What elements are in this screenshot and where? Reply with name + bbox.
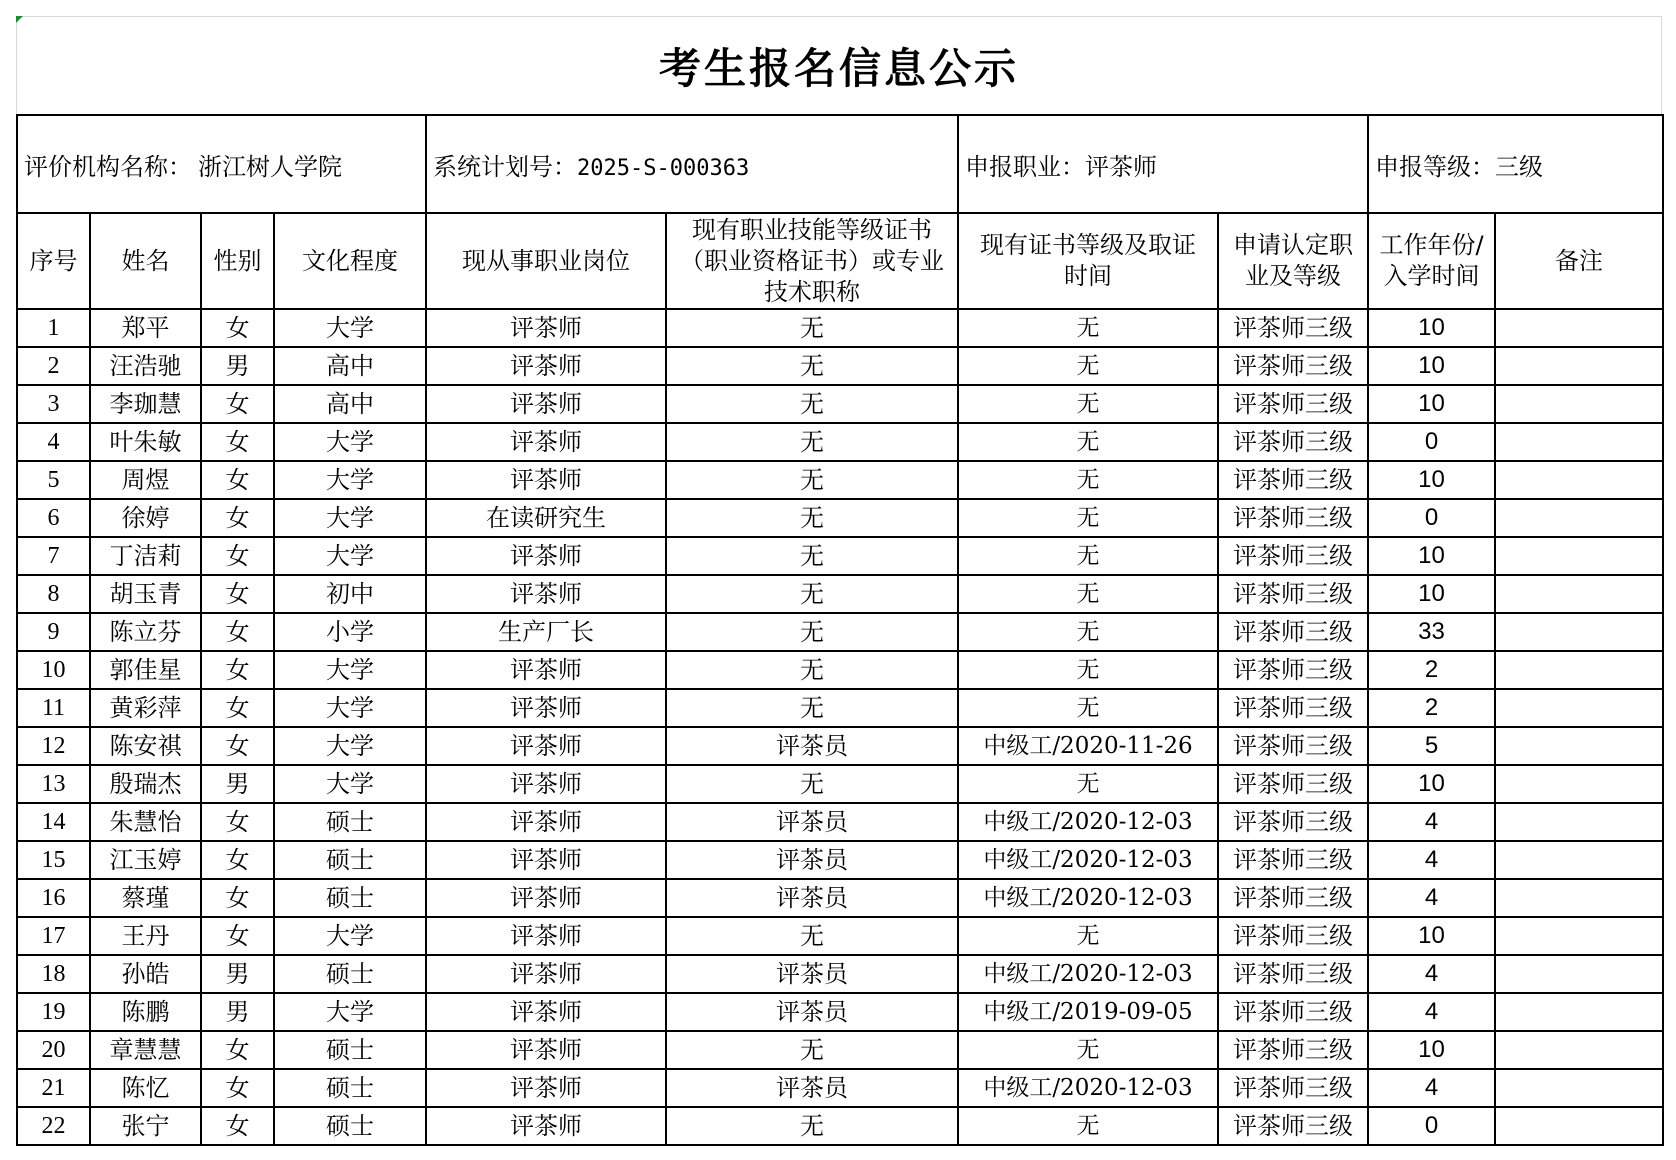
cell-remark xyxy=(1495,613,1663,651)
cell-name: 蔡瑾 xyxy=(90,879,201,917)
cell-position: 生产厂长 xyxy=(426,613,666,651)
cell-education: 硕士 xyxy=(274,803,426,841)
cell-name: 陈立芬 xyxy=(90,613,201,651)
table-row xyxy=(17,613,1663,651)
cell-years: 4 xyxy=(1368,879,1495,917)
cell-cert-date: 无 xyxy=(958,461,1218,499)
cell-gender: 女 xyxy=(201,689,274,727)
org-cell xyxy=(17,115,426,213)
table-row xyxy=(17,841,1663,879)
cell-seq: 18 xyxy=(17,955,90,993)
cell-cert: 无 xyxy=(666,461,958,499)
cell-apply: 评茶师三级 xyxy=(1218,651,1368,689)
cell-cert: 无 xyxy=(666,575,958,613)
cell-seq: 11 xyxy=(17,689,90,727)
cell-years: 4 xyxy=(1368,841,1495,879)
cell-remark xyxy=(1495,1069,1663,1107)
cell-gender: 女 xyxy=(201,917,274,955)
cell-apply: 评茶师三级 xyxy=(1218,1107,1368,1145)
cell-years: 4 xyxy=(1368,803,1495,841)
cell-cert-date: 无 xyxy=(958,1107,1218,1145)
cell-seq: 17 xyxy=(17,917,90,955)
cell-name: 黄彩萍 xyxy=(90,689,201,727)
plan-value: 2025-S-000363 xyxy=(577,155,750,181)
table-row xyxy=(17,917,1663,955)
cell-cert-date: 无 xyxy=(958,309,1218,347)
cell-apply: 评茶师三级 xyxy=(1218,689,1368,727)
cell-apply: 评茶师三级 xyxy=(1218,461,1368,499)
cell-name: 郭佳星 xyxy=(90,651,201,689)
cell-gender: 男 xyxy=(201,993,274,1031)
cell-remark xyxy=(1495,1031,1663,1069)
cell-seq: 7 xyxy=(17,537,90,575)
cell-apply: 评茶师三级 xyxy=(1218,1031,1368,1069)
cell-position: 评茶师 xyxy=(426,309,666,347)
cell-seq: 2 xyxy=(17,347,90,385)
col-header-name: 姓名 xyxy=(90,213,201,309)
cell-cert-date: 中级工/2019-09-05 xyxy=(958,993,1218,1031)
cell-remark xyxy=(1495,803,1663,841)
level-label: 申报等级： xyxy=(1375,152,1495,181)
cell-seq: 5 xyxy=(17,461,90,499)
cell-position: 评茶师 xyxy=(426,689,666,727)
cell-apply: 评茶师三级 xyxy=(1218,385,1368,423)
cell-corner-marker xyxy=(16,16,23,23)
cell-apply: 评茶师三级 xyxy=(1218,575,1368,613)
cell-cert-date: 无 xyxy=(958,1031,1218,1069)
cell-name: 汪浩驰 xyxy=(90,347,201,385)
cell-gender: 女 xyxy=(201,575,274,613)
registration-table xyxy=(16,114,1664,1146)
cell-cert-date: 中级工/2020-12-03 xyxy=(958,1069,1218,1107)
cell-name: 章慧慧 xyxy=(90,1031,201,1069)
cell-education: 大学 xyxy=(274,727,426,765)
cell-cert-date: 无 xyxy=(958,499,1218,537)
cell-cert-date: 无 xyxy=(958,537,1218,575)
cell-seq: 10 xyxy=(17,651,90,689)
cell-apply: 评茶师三级 xyxy=(1218,309,1368,347)
cell-position: 评茶师 xyxy=(426,537,666,575)
cell-apply: 评茶师三级 xyxy=(1218,423,1368,461)
cell-name: 江玉婷 xyxy=(90,841,201,879)
cell-remark xyxy=(1495,917,1663,955)
cell-education: 大学 xyxy=(274,537,426,575)
cell-gender: 男 xyxy=(201,765,274,803)
cell-years: 2 xyxy=(1368,651,1495,689)
cell-cert-date: 无 xyxy=(958,765,1218,803)
table-row xyxy=(17,1107,1663,1145)
cell-education: 小学 xyxy=(274,613,426,651)
cell-seq: 13 xyxy=(17,765,90,803)
col-header-cert-date: 现有证书等级及取证时间 xyxy=(958,213,1218,309)
cell-position: 评茶师 xyxy=(426,1107,666,1145)
cell-years: 10 xyxy=(1368,537,1495,575)
cell-gender: 女 xyxy=(201,1031,274,1069)
cell-position: 评茶师 xyxy=(426,803,666,841)
cell-gender: 女 xyxy=(201,651,274,689)
cell-seq: 9 xyxy=(17,613,90,651)
header-row xyxy=(17,213,1663,309)
cell-seq: 15 xyxy=(17,841,90,879)
cell-education: 硕士 xyxy=(274,1069,426,1107)
table-row xyxy=(17,1031,1663,1069)
cell-gender: 女 xyxy=(201,385,274,423)
cell-seq: 21 xyxy=(17,1069,90,1107)
cell-cert: 无 xyxy=(666,423,958,461)
cell-remark xyxy=(1495,385,1663,423)
cell-name: 殷瑞杰 xyxy=(90,765,201,803)
cell-cert: 无 xyxy=(666,347,958,385)
cell-apply: 评茶师三级 xyxy=(1218,803,1368,841)
cell-name: 陈鹏 xyxy=(90,993,201,1031)
cell-years: 10 xyxy=(1368,347,1495,385)
cell-remark xyxy=(1495,1107,1663,1145)
cell-cert-date: 无 xyxy=(958,347,1218,385)
cell-remark xyxy=(1495,879,1663,917)
cell-gender: 男 xyxy=(201,347,274,385)
cell-name: 孙皓 xyxy=(90,955,201,993)
cell-seq: 22 xyxy=(17,1107,90,1145)
col-header-position: 现从事职业岗位 xyxy=(426,213,666,309)
col-header-gender: 性别 xyxy=(201,213,274,309)
cell-remark xyxy=(1495,461,1663,499)
cell-remark xyxy=(1495,309,1663,347)
cell-cert: 无 xyxy=(666,385,958,423)
cell-education: 硕士 xyxy=(274,955,426,993)
cell-name: 胡玉青 xyxy=(90,575,201,613)
cell-position: 评茶师 xyxy=(426,841,666,879)
table-row xyxy=(17,309,1663,347)
table-row xyxy=(17,423,1663,461)
cell-cert-date: 无 xyxy=(958,689,1218,727)
col-header-education: 文化程度 xyxy=(274,213,426,309)
cell-seq: 1 xyxy=(17,309,90,347)
table-row xyxy=(17,651,1663,689)
cell-years: 4 xyxy=(1368,993,1495,1031)
table-row xyxy=(17,803,1663,841)
cell-gender: 女 xyxy=(201,461,274,499)
table-row xyxy=(17,765,1663,803)
cell-years: 0 xyxy=(1368,1107,1495,1145)
cell-gender: 男 xyxy=(201,955,274,993)
col-header-cert: 现有职业技能等级证书（职业资格证书）或专业技术职称 xyxy=(666,213,958,309)
cell-position: 评茶师 xyxy=(426,1031,666,1069)
cell-gender: 女 xyxy=(201,309,274,347)
cell-seq: 20 xyxy=(17,1031,90,1069)
cell-years: 0 xyxy=(1368,423,1495,461)
cell-gender: 女 xyxy=(201,1069,274,1107)
cell-remark xyxy=(1495,841,1663,879)
cell-years: 10 xyxy=(1368,309,1495,347)
cell-gender: 女 xyxy=(201,613,274,651)
cell-name: 周煜 xyxy=(90,461,201,499)
plan-cell xyxy=(426,115,958,213)
col-header-seq: 序号 xyxy=(17,213,90,309)
table-row xyxy=(17,993,1663,1031)
table-row xyxy=(17,499,1663,537)
cell-years: 10 xyxy=(1368,765,1495,803)
table-row xyxy=(17,461,1663,499)
cell-name: 朱慧怡 xyxy=(90,803,201,841)
title-row xyxy=(16,16,1662,114)
cell-remark xyxy=(1495,499,1663,537)
cell-remark xyxy=(1495,537,1663,575)
cell-apply: 评茶师三级 xyxy=(1218,727,1368,765)
cell-seq: 3 xyxy=(17,385,90,423)
cell-education: 大学 xyxy=(274,461,426,499)
cell-gender: 女 xyxy=(201,423,274,461)
cell-apply: 评茶师三级 xyxy=(1218,613,1368,651)
level-value: 三级 xyxy=(1495,152,1543,181)
cell-position: 评茶师 xyxy=(426,347,666,385)
table-row xyxy=(17,575,1663,613)
cell-name: 丁洁莉 xyxy=(90,537,201,575)
cell-remark xyxy=(1495,689,1663,727)
cell-cert-date: 无 xyxy=(958,613,1218,651)
cell-cert-date: 中级工/2020-12-03 xyxy=(958,803,1218,841)
cell-name: 陈安祺 xyxy=(90,727,201,765)
cell-education: 硕士 xyxy=(274,841,426,879)
cell-cert-date: 中级工/2020-12-03 xyxy=(958,955,1218,993)
cell-years: 10 xyxy=(1368,575,1495,613)
cell-education: 大学 xyxy=(274,309,426,347)
cell-cert-date: 无 xyxy=(958,917,1218,955)
cell-remark xyxy=(1495,765,1663,803)
cell-cert: 评茶员 xyxy=(666,803,958,841)
cell-cert: 评茶员 xyxy=(666,841,958,879)
cell-cert: 无 xyxy=(666,613,958,651)
table-row xyxy=(17,1069,1663,1107)
plan-label: 系统计划号： xyxy=(433,152,577,181)
cell-gender: 女 xyxy=(201,879,274,917)
cell-remark xyxy=(1495,347,1663,385)
cell-seq: 16 xyxy=(17,879,90,917)
cell-position: 评茶师 xyxy=(426,727,666,765)
cell-apply: 评茶师三级 xyxy=(1218,499,1368,537)
cell-gender: 女 xyxy=(201,803,274,841)
cell-cert: 无 xyxy=(666,1031,958,1069)
cell-education: 硕士 xyxy=(274,1107,426,1145)
occupation-label: 申报职业： xyxy=(965,152,1085,181)
org-label: 评价机构名称： xyxy=(24,152,192,181)
cell-seq: 12 xyxy=(17,727,90,765)
cell-cert: 评茶员 xyxy=(666,993,958,1031)
cell-apply: 评茶师三级 xyxy=(1218,879,1368,917)
cell-gender: 女 xyxy=(201,537,274,575)
table-row xyxy=(17,347,1663,385)
cell-cert: 评茶员 xyxy=(666,1069,958,1107)
cell-remark xyxy=(1495,727,1663,765)
cell-position: 评茶师 xyxy=(426,1069,666,1107)
cell-education: 大学 xyxy=(274,993,426,1031)
cell-position: 评茶师 xyxy=(426,385,666,423)
occupation-value: 评茶师 xyxy=(1085,152,1157,181)
cell-remark xyxy=(1495,423,1663,461)
cell-education: 初中 xyxy=(274,575,426,613)
cell-years: 10 xyxy=(1368,917,1495,955)
level-cell xyxy=(1368,115,1663,213)
cell-seq: 19 xyxy=(17,993,90,1031)
cell-apply: 评茶师三级 xyxy=(1218,993,1368,1031)
table-row xyxy=(17,727,1663,765)
cell-seq: 8 xyxy=(17,575,90,613)
cell-cert-date: 中级工/2020-11-26 xyxy=(958,727,1218,765)
cell-cert: 无 xyxy=(666,499,958,537)
cell-position: 在读研究生 xyxy=(426,499,666,537)
cell-cert: 无 xyxy=(666,689,958,727)
cell-position: 评茶师 xyxy=(426,993,666,1031)
table-row xyxy=(17,879,1663,917)
cell-cert-date: 中级工/2020-12-03 xyxy=(958,879,1218,917)
cell-years: 10 xyxy=(1368,385,1495,423)
cell-name: 叶朱敏 xyxy=(90,423,201,461)
cell-name: 陈忆 xyxy=(90,1069,201,1107)
cell-years: 4 xyxy=(1368,1069,1495,1107)
col-header-remark: 备注 xyxy=(1495,213,1663,309)
page-title: 考生报名信息公示 xyxy=(658,43,1019,93)
cell-cert: 无 xyxy=(666,537,958,575)
cell-cert-date: 无 xyxy=(958,651,1218,689)
cell-years: 0 xyxy=(1368,499,1495,537)
cell-years: 4 xyxy=(1368,955,1495,993)
cell-education: 大学 xyxy=(274,917,426,955)
cell-years: 10 xyxy=(1368,1031,1495,1069)
cell-cert: 无 xyxy=(666,765,958,803)
cell-position: 评茶师 xyxy=(426,917,666,955)
cell-remark xyxy=(1495,955,1663,993)
col-header-apply: 申请认定职业及等级 xyxy=(1218,213,1368,309)
cell-seq: 14 xyxy=(17,803,90,841)
cell-remark xyxy=(1495,993,1663,1031)
cell-cert: 无 xyxy=(666,309,958,347)
cell-seq: 4 xyxy=(17,423,90,461)
cell-cert: 无 xyxy=(666,1107,958,1145)
table-row xyxy=(17,689,1663,727)
cell-cert: 无 xyxy=(666,651,958,689)
cell-education: 大学 xyxy=(274,423,426,461)
cell-apply: 评茶师三级 xyxy=(1218,917,1368,955)
table-row xyxy=(17,385,1663,423)
cell-cert: 评茶员 xyxy=(666,727,958,765)
col-header-years: 工作年份/入学时间 xyxy=(1368,213,1495,309)
cell-apply: 评茶师三级 xyxy=(1218,537,1368,575)
cell-education: 大学 xyxy=(274,499,426,537)
cell-education: 高中 xyxy=(274,347,426,385)
cell-apply: 评茶师三级 xyxy=(1218,841,1368,879)
cell-position: 评茶师 xyxy=(426,423,666,461)
cell-name: 李珈慧 xyxy=(90,385,201,423)
cell-cert-date: 无 xyxy=(958,575,1218,613)
cell-gender: 女 xyxy=(201,499,274,537)
cell-position: 评茶师 xyxy=(426,461,666,499)
cell-cert-date: 中级工/2020-12-03 xyxy=(958,841,1218,879)
cell-name: 郑平 xyxy=(90,309,201,347)
cell-cert: 无 xyxy=(666,917,958,955)
cell-education: 大学 xyxy=(274,651,426,689)
cell-apply: 评茶师三级 xyxy=(1218,347,1368,385)
cell-position: 评茶师 xyxy=(426,879,666,917)
cell-years: 10 xyxy=(1368,461,1495,499)
cell-name: 王丹 xyxy=(90,917,201,955)
cell-education: 大学 xyxy=(274,689,426,727)
cell-education: 硕士 xyxy=(274,879,426,917)
cell-name: 张宁 xyxy=(90,1107,201,1145)
table-row xyxy=(17,537,1663,575)
cell-position: 评茶师 xyxy=(426,955,666,993)
cell-apply: 评茶师三级 xyxy=(1218,1069,1368,1107)
table-row xyxy=(17,955,1663,993)
cell-seq: 6 xyxy=(17,499,90,537)
cell-cert-date: 无 xyxy=(958,423,1218,461)
cell-gender: 女 xyxy=(201,1107,274,1145)
cell-apply: 评茶师三级 xyxy=(1218,955,1368,993)
cell-cert: 评茶员 xyxy=(666,879,958,917)
cell-gender: 女 xyxy=(201,841,274,879)
cell-apply: 评茶师三级 xyxy=(1218,765,1368,803)
cell-years: 2 xyxy=(1368,689,1495,727)
registration-sheet xyxy=(16,16,1662,1146)
cell-years: 33 xyxy=(1368,613,1495,651)
org-value: 浙江树人学院 xyxy=(198,152,342,181)
cell-education: 硕士 xyxy=(274,1031,426,1069)
cell-gender: 女 xyxy=(201,727,274,765)
cell-education: 高中 xyxy=(274,385,426,423)
cell-position: 评茶师 xyxy=(426,765,666,803)
cell-cert-date: 无 xyxy=(958,385,1218,423)
cell-years: 5 xyxy=(1368,727,1495,765)
cell-position: 评茶师 xyxy=(426,575,666,613)
cell-remark xyxy=(1495,651,1663,689)
info-row xyxy=(17,115,1663,213)
cell-cert: 评茶员 xyxy=(666,955,958,993)
occupation-cell xyxy=(958,115,1368,213)
cell-education: 大学 xyxy=(274,765,426,803)
cell-position: 评茶师 xyxy=(426,651,666,689)
cell-name: 徐婷 xyxy=(90,499,201,537)
cell-remark xyxy=(1495,575,1663,613)
